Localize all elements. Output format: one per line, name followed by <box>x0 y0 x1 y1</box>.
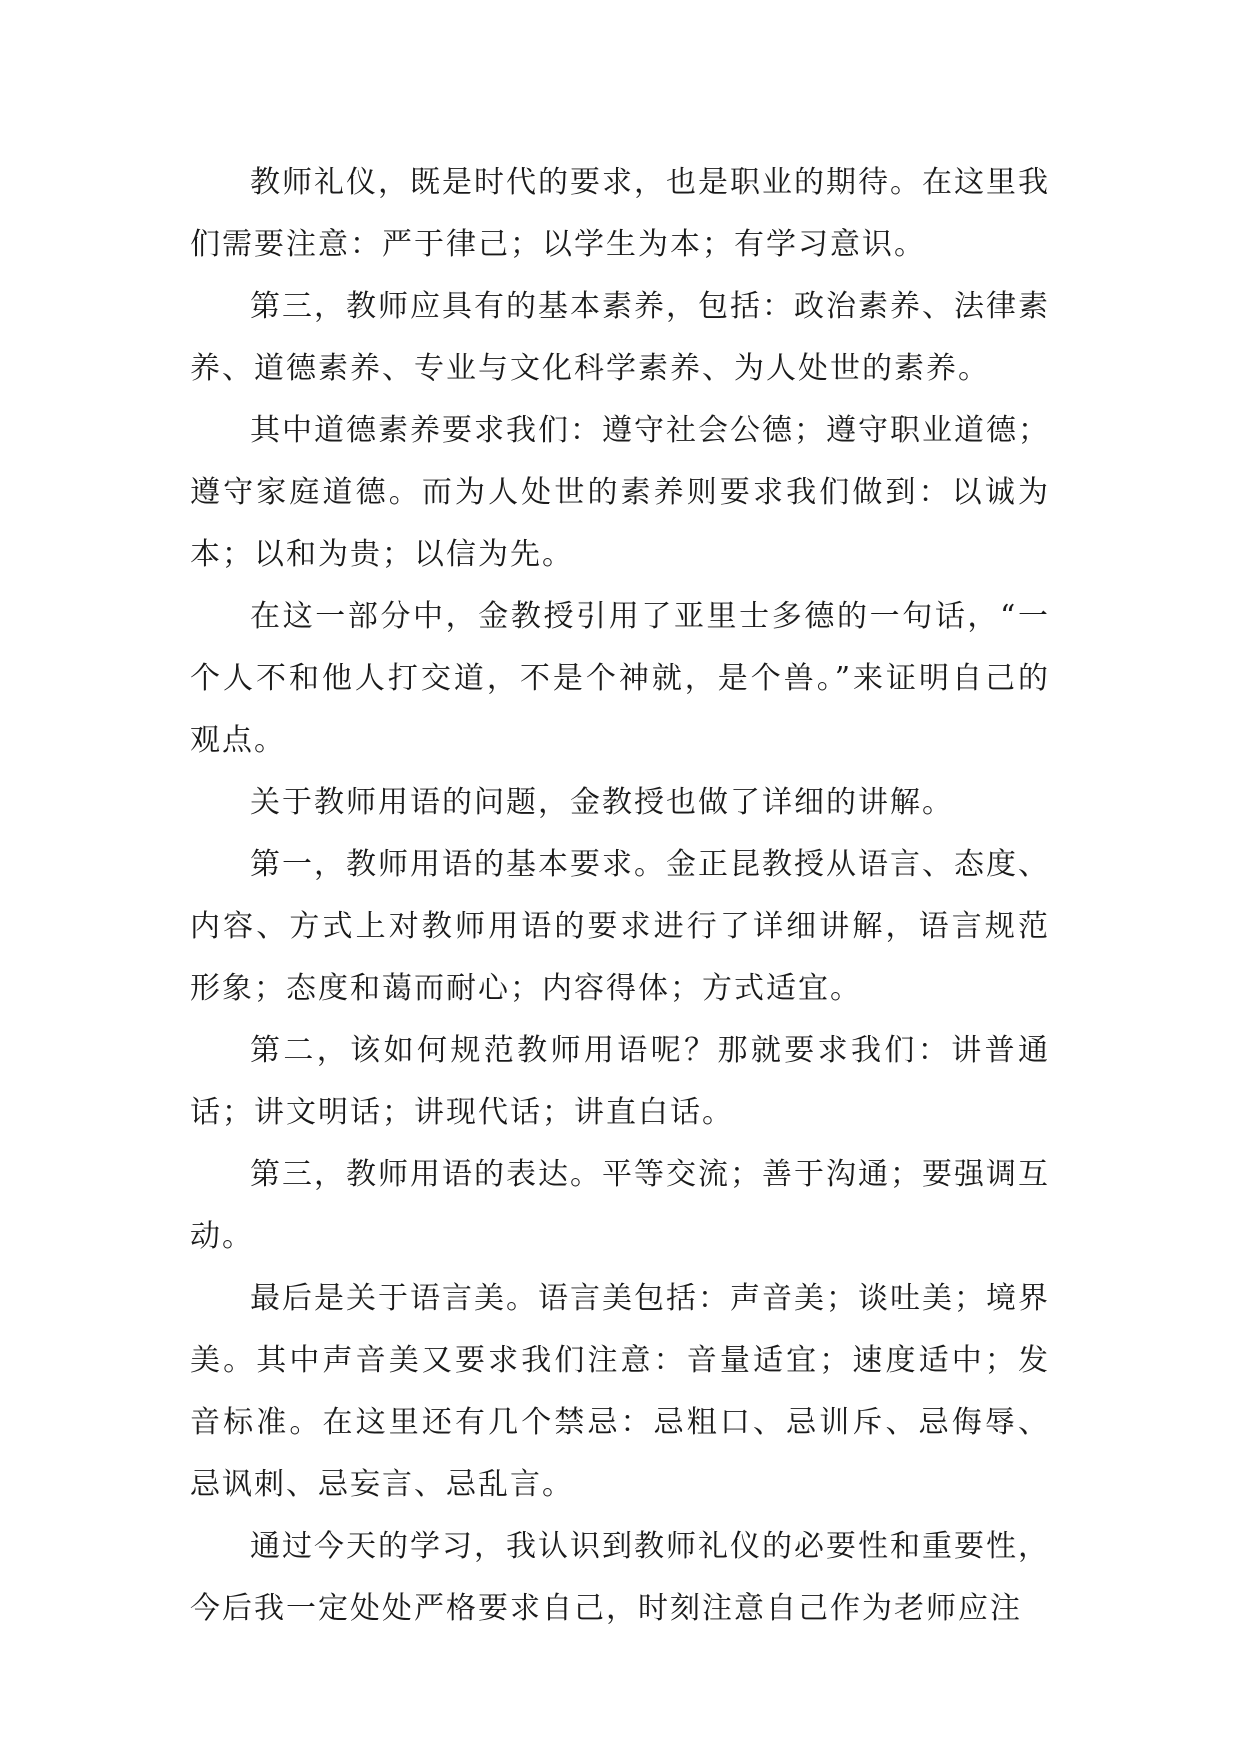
paragraph-aristotle-quote: 在这一部分中，金教授引用了亚里士多德的一句话，“一个人不和他人打交道，不是个神就，是个兽。”来证明自己的观点。 <box>190 599 1050 758</box>
paragraph-language-requirements: 第一，教师用语的基本要求。金正昆教授从语言、态度、内容、方式上对教师用语的要求进行了详细讲解，语言规范形象；态度和蔼而耐心；内容得体；方式适宜。 <box>190 847 1050 1006</box>
paragraph-conclusion: 通过今天的学习，我认识到教师礼仪的必要性和重要性，今后我一定处处严格要求自己，时刻注意自己作为老师应注 <box>190 1529 1050 1626</box>
paragraph-basic-qualities: 第三，教师应具有的基本素养，包括：政治素养、法律素养、道德素养、专业与文化科学素养、为人处世的素养。 <box>190 289 1050 386</box>
paragraph-language-expression: 第三，教师用语的表达。平等交流；善于沟通；要强调互动。 <box>190 1157 1050 1254</box>
paragraph-language-norms: 第二，该如何规范教师用语呢？那就要求我们：讲普通话；讲文明话；讲现代话；讲直白话。 <box>190 1033 1050 1130</box>
paragraph-moral-qualities: 其中道德素养要求我们：遵守社会公德；遵守职业道德；遵守家庭道德。而为人处世的素养则要求我们做到：以诚为本；以和为贵；以信为先。 <box>190 413 1050 572</box>
paragraph-etiquette-intro: 教师礼仪，既是时代的要求，也是职业的期待。在这里我们需要注意：严于律己；以学生为本；有学习意识。 <box>190 165 1050 262</box>
document-body <box>190 152 1050 1640</box>
paragraph-teacher-language: 关于教师用语的问题，金教授也做了详细的讲解。 <box>250 785 954 820</box>
paragraph-language-beauty: 最后是关于语言美。语言美包括：声音美；谈吐美；境界美。其中声音美又要求我们注意：音量适宜；速度适中；发音标准。在这里还有几个禁忌：忌粗口、忌训斥、忌侮辱、忌讽刺、忌妄言、忌乱言。 <box>190 1281 1050 1502</box>
